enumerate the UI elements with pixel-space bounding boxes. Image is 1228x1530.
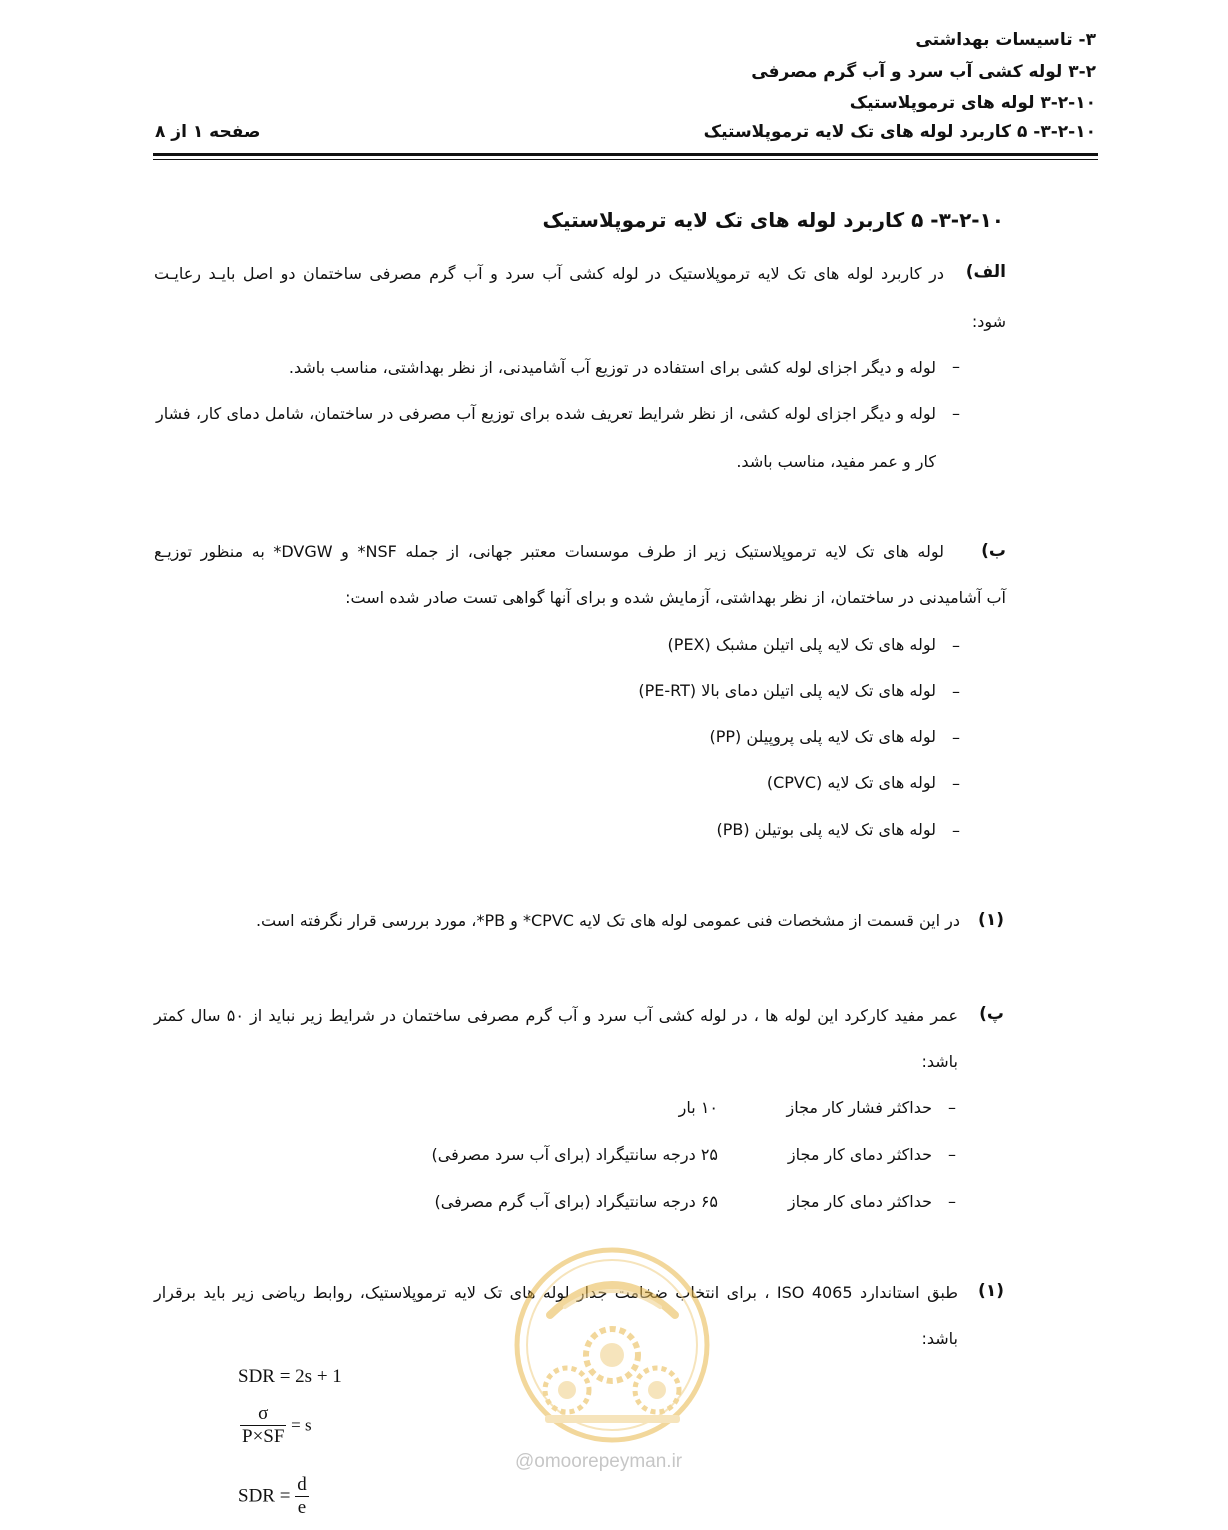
section-title: ۳-۲-۱۰- ۵ کاربرد لوله های تک لایه ترموپلاستیک	[542, 208, 1004, 232]
condition-2-dash: –	[948, 1145, 956, 1164]
note-2-line-2: باشد:	[921, 1329, 958, 1348]
be-item-3-dash: –	[952, 728, 960, 747]
pe-line-2: باشد:	[921, 1052, 958, 1071]
condition-2-name: حداکثر دمای کار مجاز	[787, 1145, 932, 1164]
be-item-3: لوله های تک لایه پلی پروپیلن (PP)	[709, 727, 936, 746]
formula-s-rhs: = s	[291, 1415, 312, 1435]
header-line-2: ۳-۲ لوله کشی آب سرد و آب گرم مصرفی	[751, 62, 1096, 82]
alef-line-2: شود:	[971, 312, 1006, 331]
be-label: ب)	[981, 541, 1006, 561]
be-item-1: لوله های تک لایه پلی اتیلن مشبک (PEX)	[667, 635, 936, 654]
be-item-2-dash: –	[952, 682, 960, 701]
be-item-4-dash: –	[952, 774, 960, 793]
alef-label: الف)	[965, 262, 1006, 282]
formula-s	[240, 1403, 312, 1448]
alef-line-1: در کاربرد لوله های تک لایه ترموپلاستیک در لوله کشی آب سرد و آب گرم مصرفی ساختمان دو اصل بایـد رعایـت	[154, 264, 944, 283]
page-number: صفحه ۱ از ۸	[155, 122, 261, 142]
condition-3-value: ۶۵ درجه سانتیگراد (برای آب گرم مصرفی)	[434, 1192, 718, 1211]
formula-s-fraction	[240, 1403, 286, 1448]
condition-1-value: ۱۰ بار	[678, 1098, 718, 1117]
alef-bullet-2-line-1: لوله و دیگر اجزای لوله کشی، از نظر شرایط تعریف شده برای توزیع آب مصرفی در ساختمان، شامل دمای کار، فشار	[156, 404, 936, 423]
condition-3-name: حداکثر دمای کار مجاز	[787, 1192, 932, 1211]
alef-bullet-1: لوله و دیگر اجزای لوله کشی برای استفاده در توزیع آب آشامیدنی، از نظر بهداشتی، مناسب باشد.	[288, 358, 936, 377]
be-line-2: آب آشامیدنی در ساختمان، از نظر بهداشتی، آزمایش شده و برای آنها گواهی تست صادر شده است:	[345, 588, 1006, 607]
pe-label: پ)	[979, 1004, 1004, 1024]
note-1-label: (۱)	[978, 910, 1004, 930]
formula-sdr-de-numerator: d	[297, 1474, 307, 1495]
formula-s-numerator: σ	[240, 1403, 286, 1426]
formula-sdr-2s: SDR = 2s + 1	[238, 1366, 342, 1387]
be-item-5-dash: –	[952, 821, 960, 840]
condition-3-dash: –	[948, 1192, 956, 1211]
formula-sdr-de-lhs: SDR =	[238, 1485, 291, 1507]
formula-sdr-de	[238, 1474, 309, 1519]
condition-1-dash: –	[948, 1098, 956, 1117]
watermark-logo-icon	[505, 1245, 720, 1485]
alef-bullet-2-dash: –	[952, 404, 960, 423]
alef-bullet-1-dash: –	[952, 357, 960, 376]
note-2-line-1: طبق استاندارد ISO 4065 ، برای انتخاب ضخامت جدار لوله های تک لایه ترموپلاستیک، روابط ریاضی زیر باید برقرار	[154, 1283, 958, 1302]
pe-line-1: عمر مفید کارکرد این لوله ها ، در لوله کشی آب سرد و آب گرم مصرفی ساختمان در شرایط زیر نباید از ۵۰ سال کمتر	[154, 1006, 958, 1025]
watermark-text: @omoorepeyman.ir	[515, 1451, 683, 1472]
header-line-3: ۳-۲-۱۰ لوله های ترموپلاستیک	[849, 93, 1096, 113]
be-item-4: لوله های تک لایه (CPVC)	[766, 773, 936, 792]
be-item-2: لوله های تک لایه پلی اتیلن دمای بالا (PE-RT)	[638, 681, 936, 700]
formula-sdr-de-denominator: e	[297, 1497, 307, 1518]
be-line-1: لوله های تک لایه ترموپلاستیک زیر از طرف موسسات معتبر جهانی، از جمله NSF* و DVGW* به منظور توزیـع	[154, 542, 945, 561]
formula-s-denominator: P×SF	[242, 1426, 285, 1447]
condition-1-name: حداکثر فشار کار مجاز	[786, 1098, 932, 1117]
header-line-4: ۳-۲-۱۰- ۵ کاربرد لوله های تک لایه ترموپلاستیک	[703, 122, 1096, 142]
condition-2-value: ۲۵ درجه سانتیگراد (برای آب سرد مصرفی)	[431, 1145, 718, 1164]
note-1-text: در این قسمت از مشخصات فنی عمومی لوله های تک لایه CPVC* و PB*، مورد بررسی قرار نگرفته است.	[255, 911, 960, 930]
header-rule-thin	[153, 159, 1098, 160]
note-2-label: (۱)	[978, 1281, 1004, 1301]
watermark-seal	[505, 1245, 720, 1485]
formula-sdr-de-fraction	[295, 1474, 309, 1519]
header-rule-thick	[153, 153, 1098, 156]
alef-bullet-2-line-2: کار و عمر مفید، مناسب باشد.	[736, 452, 936, 471]
be-item-5: لوله های تک لایه پلی بوتیلن (PB)	[716, 820, 936, 839]
be-item-1-dash: –	[952, 636, 960, 655]
header-line-1: ۳- تاسیسات بهداشتی	[915, 30, 1096, 50]
